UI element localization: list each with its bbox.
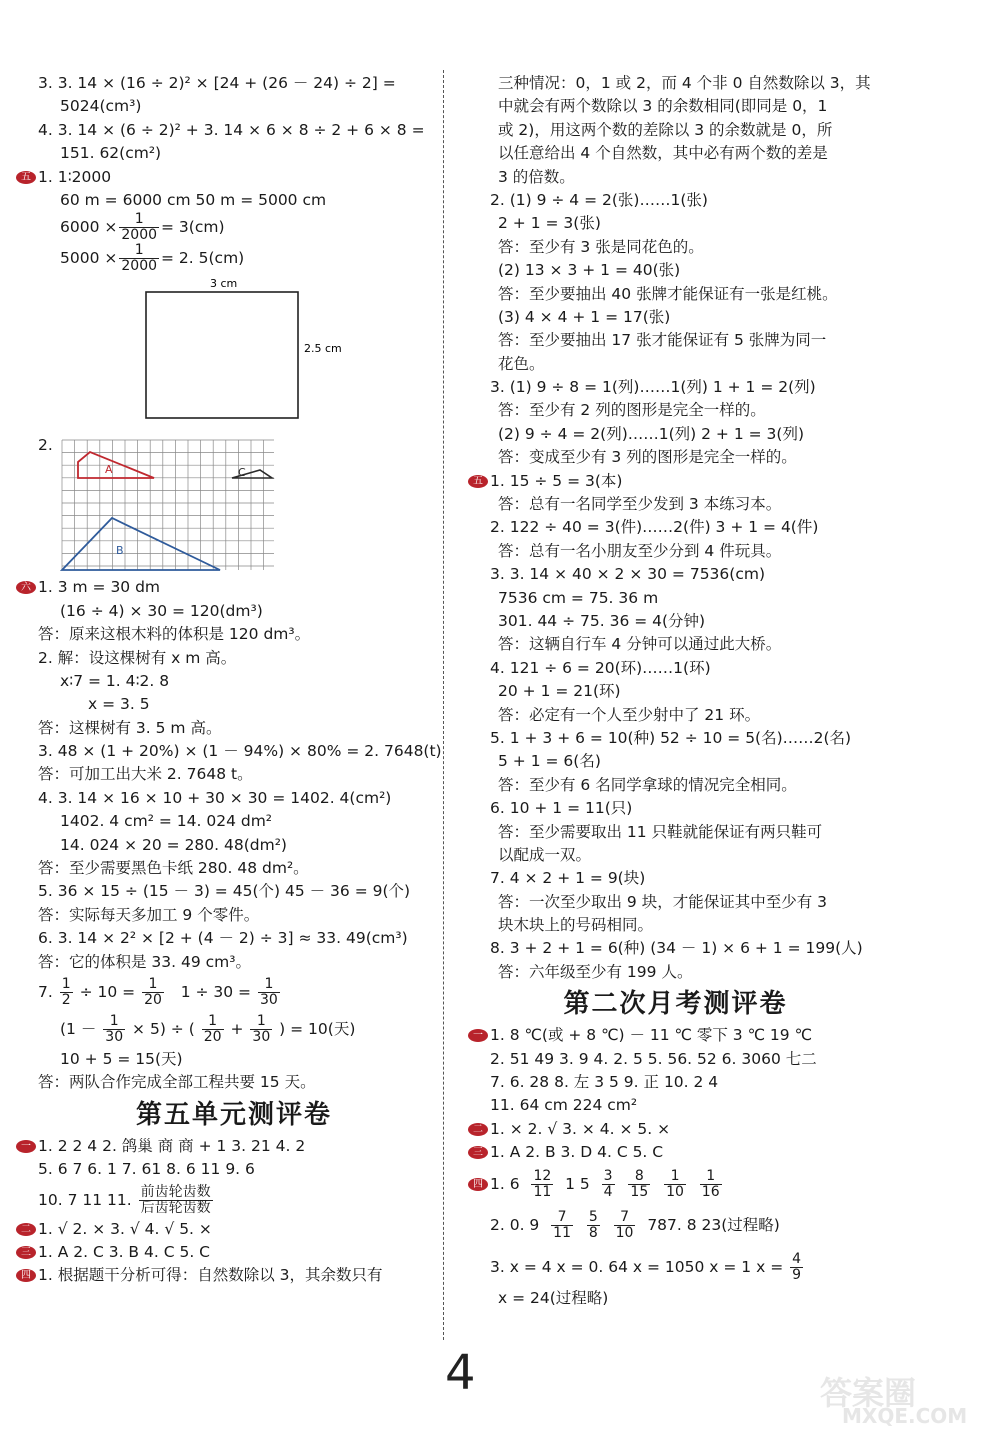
section-badge: 三 xyxy=(16,1246,36,1259)
answer-line: 答：可加工出大米 2. 7648 t。 xyxy=(38,765,253,784)
fraction-line: 5000 × $\frac{1}{2000}$ = 2. 5(cm) xyxy=(60,242,245,275)
answer-line: 答：至少要抽出 17 张才能保证有 5 张牌为同一 xyxy=(498,331,827,350)
answer-line: 2 + 1 = 3(张) xyxy=(498,214,601,233)
answer-line: 块木块上的号码相同。 xyxy=(498,916,654,935)
answer-line: 8. 3 + 2 + 1 = 6(种) (34 － 1) × 6 + 1 = 199(人) xyxy=(490,939,863,958)
answer-line: 三种情况：0，1 或 2，而 4 个非 0 自然数除以 3，其 xyxy=(498,74,871,92)
answer-line: 301. 44 ÷ 75. 36 = 4(分钟) xyxy=(498,611,706,630)
answer-line: 答：总有一名小朋友至少分到 4 件玩具。 xyxy=(498,541,782,560)
answer-line: 6. 10 + 1 = 11(只) xyxy=(490,799,633,818)
answer-line: 答：至少需要黑色卡纸 280. 48 dm²。 xyxy=(38,859,309,878)
section-badge: 一 xyxy=(468,1029,488,1042)
month-section-2: 二 1. × 2. √ 3. × 4. × 5. × xyxy=(468,1118,883,1141)
answer-line: 以配成一双。 xyxy=(498,845,592,864)
rectangle-shape xyxy=(146,292,298,418)
answer-line: 2. (1) 9 ÷ 4 = 2(张)……1(张) xyxy=(490,190,708,209)
watermark-url: MXQE.COM xyxy=(842,1404,968,1428)
answer-line: 2. 解：设这棵树有 x m 高。 xyxy=(38,648,237,667)
answer-line: x = 3. 5 xyxy=(88,695,150,714)
answer-line: 或 2)，用这两个数的差除以 3 的余数就是 0，所 xyxy=(498,120,833,139)
unit5-section-2: 二 1. √ 2. × 3. √ 4. √ 5. × xyxy=(38,1218,430,1241)
answer-line: 3. (1) 9 ÷ 8 = 1(列)……1(列) 1 + 1 = 2(列) xyxy=(490,378,816,397)
answer-line: 答：两队合作完成全部工程共要 15 天。 xyxy=(38,1073,316,1092)
answer-line: 中就会有两个数除以 3 的余数相同(即同是 0，1 xyxy=(498,97,828,116)
fraction: $\frac{1}{2000}$ xyxy=(121,211,158,244)
rect-height-label: 2.5 cm xyxy=(304,342,342,356)
section-badge: 二 xyxy=(468,1123,488,1136)
unit5-section-4: 四 1. 根据题干分析可得：自然数除以 3，其余数只有 xyxy=(38,1264,430,1287)
triangle-a-label: A xyxy=(105,463,113,477)
triangle-c-label: C xyxy=(238,466,246,480)
unit-5-title: 第五单元测评卷 xyxy=(135,1099,332,1130)
answer-line: 答：必定有一个人至少射中了 21 环。 xyxy=(498,705,761,724)
question-number: 2. xyxy=(38,436,53,455)
answer-line: 151. 62(cm²) xyxy=(60,144,162,163)
answer-line: (2) 13 × 3 + 1 = 40(张) xyxy=(498,261,681,280)
fraction-line: 6000 × $\frac{1}{2000}$ = 3(cm) xyxy=(60,211,225,244)
answer-line: (16 ÷ 4) × 30 = 120(dm³) xyxy=(60,601,263,620)
answer-line: (3) 4 × 4 + 1 = 17(张) xyxy=(498,307,671,326)
month-section-1: 一 1. 8 ℃(或 + 8 ℃) － 11 ℃ 零下 3 ℃ 19 ℃ xyxy=(468,1024,883,1047)
answer-line: 7. 4 × 2 + 1 = 9(块) xyxy=(490,869,646,888)
scale-rectangle-figure xyxy=(38,274,430,436)
answer-line: 4. 121 ÷ 6 = 20(环)……1(环) xyxy=(490,658,711,677)
answer-line: 10 + 5 = 15(天) xyxy=(60,1049,183,1068)
answer-line: 14. 024 × 20 = 280. 48(dm²) xyxy=(60,835,287,854)
unit5-section-1: 一 1. 2 2 4 2. 鸽巢 商 商 + 1 3. 21 4. 2 xyxy=(38,1135,430,1158)
answer-line: 5. 1 + 3 + 6 = 10(种) 52 ÷ 10 = 5(名)……2(名) xyxy=(490,728,852,747)
answer-line: 3 的倍数。 xyxy=(498,167,575,186)
right-column xyxy=(468,72,883,1310)
grid-figure xyxy=(60,438,280,576)
answer-line: 2. 51 49 3. 9 4. 2. 5 5. 56. 52 6. 3060 七二 xyxy=(490,1049,817,1068)
answer-line: 20 + 1 = 21(环) xyxy=(498,682,621,701)
section-badge: 三 xyxy=(468,1146,488,1159)
answer-line: 答：这棵树有 3. 5 m 高。 xyxy=(38,718,222,737)
section-badge: 六 xyxy=(16,581,36,594)
watermark-logo: 答案圈 xyxy=(820,1374,917,1412)
answer-line: 5 + 1 = 6(名) xyxy=(498,752,601,771)
answer-line: 1402. 4 cm² = 14. 024 dm² xyxy=(60,812,273,831)
answer-line: 2. 122 ÷ 40 = 3(件)……2(件) 3 + 1 = 4(件) xyxy=(490,518,819,537)
answer-line: 答：至少有 3 张是同花色的。 xyxy=(498,237,704,256)
month-section-4: 四 1. 6 $\frac{12}{11}$ 1 5 $\frac{3}{4}$ $\frac{8}{15}$ $\frac{1}{10}$ $\frac{1}{16}$ xyxy=(468,1165,883,1203)
fraction-line: 2. 0. 9 $\frac{7}{11}$ $\frac{5}{8}$ $\frac{7}{10}$ 787. 8 23(过程略) xyxy=(490,1208,780,1241)
rect-width-label: 3 cm xyxy=(210,277,238,291)
triangle-grid-question xyxy=(38,436,430,576)
answer-line: 答：原来这根木料的体积是 120 dm³。 xyxy=(38,625,311,644)
answer-line: 6. 3. 14 × 2² × [2 + (4 － 2) ÷ 3] ≈ 33. 49(cm³) xyxy=(38,929,408,948)
answer-line: 11. 64 cm 224 cm² xyxy=(490,1096,638,1115)
section-5-right: 五 1. 15 ÷ 5 = 3(本) xyxy=(468,470,883,493)
monthly-test-title: 第二次月考测评卷 xyxy=(563,989,788,1020)
answer-line: 答：它的体积是 33. 49 cm³。 xyxy=(38,952,251,971)
answer-line: 7536 cm = 75. 36 m xyxy=(498,588,659,607)
section-badge: 五 xyxy=(16,171,36,184)
section-6: 六 1. 3 m = 30 dm xyxy=(38,576,430,599)
answer-line: 3. 3. 14 × 40 × 2 × 30 = 7536(cm) xyxy=(490,565,765,584)
answer-line: (2) 9 ÷ 4 = 2(列)……1(列) 2 + 1 = 3(列) xyxy=(498,424,804,443)
answer-line: 答：变成至少有 3 列的图形是完全一样的。 xyxy=(498,448,797,467)
section-badge: 一 xyxy=(16,1140,36,1153)
section-badge: 五 xyxy=(468,475,488,488)
month-section-3: 三 1. A 2. B 3. D 4. C 5. C xyxy=(468,1141,883,1164)
answer-line: x = 24(过程略) xyxy=(498,1288,609,1307)
answer-line: 答：至少需要取出 11 只鞋就能保证有两只鞋可 xyxy=(498,822,823,841)
fraction-line: 10. 7 11 11. $\frac{\text{前齿轮齿数}}{\text{后齿轮齿数}}$ xyxy=(38,1183,211,1216)
answer-line: x∶7 = 1. 4∶2. 8 xyxy=(60,671,170,690)
answer-line: 答：六年级至少有 199 人。 xyxy=(498,962,693,981)
answer-line: 以任意给出 4 个自然数，其中必有两个数的差是 xyxy=(498,144,828,163)
answer-line: 答：实际每天多加工 9 个零件。 xyxy=(38,905,260,924)
answer-line: 答：至少有 6 名同学拿球的情况完全相同。 xyxy=(498,775,797,794)
answer-line: 4. 3. 14 × 16 × 10 + 30 × 30 = 1402. 4(cm²) xyxy=(38,788,392,807)
section-5: 五 1. 1∶2000 xyxy=(38,166,430,189)
answer-line: 5. 36 × 15 ÷ (15 － 3) = 45(个) 45 － 36 = 9(个) xyxy=(38,882,411,901)
answer-line: 5024(cm³) xyxy=(60,97,142,116)
fraction-line: 3. x = 4 x = 0. 64 x = 1050 x = 1 x = $\frac{4}{9}$ xyxy=(490,1250,802,1283)
page-number: 4 xyxy=(445,1345,476,1401)
fraction: $\frac{1}{2000}$ xyxy=(121,242,158,275)
answer-line: 答：至少有 2 列的图形是完全一样的。 xyxy=(498,401,766,420)
fraction-line: 7. $\frac{1}{2}$ ÷ 10 = $\frac{1}{20}$ 1 ÷ 30 = $\frac{1}{30}$ xyxy=(38,975,278,1008)
answer-line: 答：这辆自行车 4 分钟可以通过此大桥。 xyxy=(498,635,782,654)
answer-line: 答：一次至少取出 9 块，才能保证其中至少有 3 xyxy=(498,892,828,911)
section-badge: 二 xyxy=(16,1223,36,1236)
rectangle-drawing xyxy=(38,274,378,436)
answer-line: 3. 3. 14 × (16 ÷ 2)² × [24 + (26 － 24) ÷ 2] = xyxy=(38,74,396,92)
answer-line: 3. 48 × (1 + 20%) × (1 － 94%) × 80% = 2. 7648(t) xyxy=(38,742,442,761)
answer-line: 5. 6 7 6. 1 7. 61 8. 6 11 9. 6 xyxy=(38,1160,255,1179)
answer-line: 答：至少要抽出 40 张牌才能保证有一张是红桃。 xyxy=(498,284,838,303)
answer-line: 花色。 xyxy=(498,354,545,373)
column-divider xyxy=(443,70,444,1340)
answer-line: 7. 6. 28 8. 左 3 5 9. 正 10. 2 4 xyxy=(490,1073,719,1092)
left-column xyxy=(21,72,442,1288)
triangle-b xyxy=(62,518,220,570)
section-badge: 四 xyxy=(16,1269,36,1282)
answer-line: 60 m = 6000 cm 50 m = 5000 cm xyxy=(60,190,327,209)
fraction-line: (1 － $\frac{1}{30}$ × 5) ÷ ( $\frac{1}{20}$ + $\frac{1}{30}$ ) = 10(天) xyxy=(60,1012,356,1045)
answer-line: 4. 3. 14 × (6 ÷ 2)² + 3. 14 × 6 × 8 ÷ 2 + 6 × 8 = xyxy=(38,120,425,139)
triangle-b-label: B xyxy=(116,544,124,558)
answer-line: 答：总有一名同学至少发到 3 本练习本。 xyxy=(498,495,782,514)
section-badge: 四 xyxy=(468,1178,488,1191)
unit5-section-3: 三 1. A 2. C 3. B 4. C 5. C xyxy=(38,1241,430,1264)
